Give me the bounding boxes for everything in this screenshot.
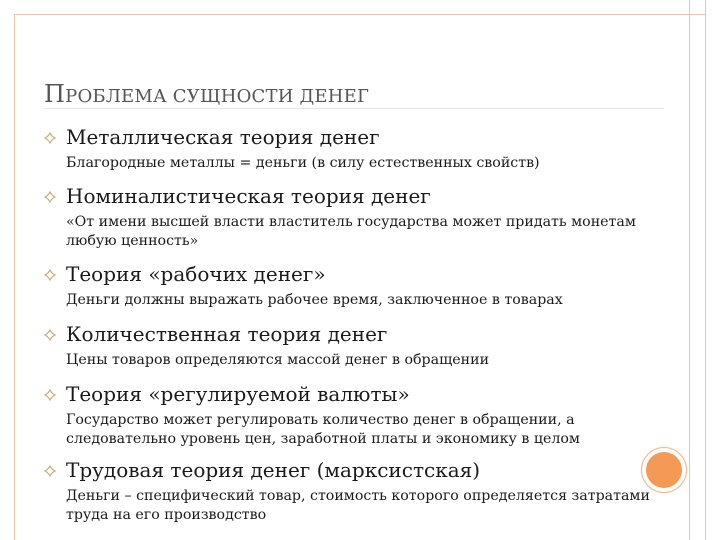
bullet-icon: [44, 329, 56, 341]
theory-description: Деньги – специфический товар, стоимость которого определяется затратами труда на его производство: [66, 488, 650, 523]
theory-description: «От имени высшей власти властитель государства может придать монетам любую ценность»: [66, 214, 636, 249]
bullet-icon: [44, 389, 56, 401]
decorative-orange-circle: [641, 447, 687, 493]
theory-heading: Трудовая теория денег (марксистская): [66, 458, 481, 482]
theory-list: [44, 124, 674, 533]
theory-heading: Теория «регулируемой валюты»: [66, 382, 410, 406]
list-item: [44, 183, 674, 261]
bullet-icon: [44, 191, 56, 203]
theory-description: Цены товаров определяются массой денег в обращении: [66, 352, 490, 368]
slide-side-band: [689, 0, 706, 540]
theory-description: Государство может регулировать количество денег в обращении, а следовательно уровень цен, заработной платы и экономику в целом: [66, 412, 580, 447]
theory-description: Деньги должны выражать рабочее время, заключенное в товарах: [66, 292, 563, 308]
bullet-icon: [44, 132, 56, 144]
slide-title-rest: РОБЛЕМА СУЩНОСТИ ДЕНЕГ: [65, 86, 370, 107]
list-item: [44, 457, 674, 533]
slide-title-initial: П: [44, 80, 66, 108]
theory-heading: Теория «рабочих денег»: [66, 262, 326, 286]
list-item: [44, 321, 674, 381]
list-item: [44, 381, 674, 457]
theory-heading: Количественная теория денег: [66, 322, 388, 346]
title-divider: [44, 108, 664, 109]
theory-description: Благородные металлы = деньги (в силу естественных свойств): [66, 155, 540, 171]
bullet-icon: [44, 269, 56, 281]
theory-heading: Номиналистическая теория денег: [66, 184, 431, 208]
slide-title: [44, 80, 369, 108]
list-item: [44, 124, 674, 183]
list-item: [44, 261, 674, 321]
bullet-icon: [44, 465, 56, 477]
theory-heading: Металлическая теория денег: [66, 125, 380, 149]
